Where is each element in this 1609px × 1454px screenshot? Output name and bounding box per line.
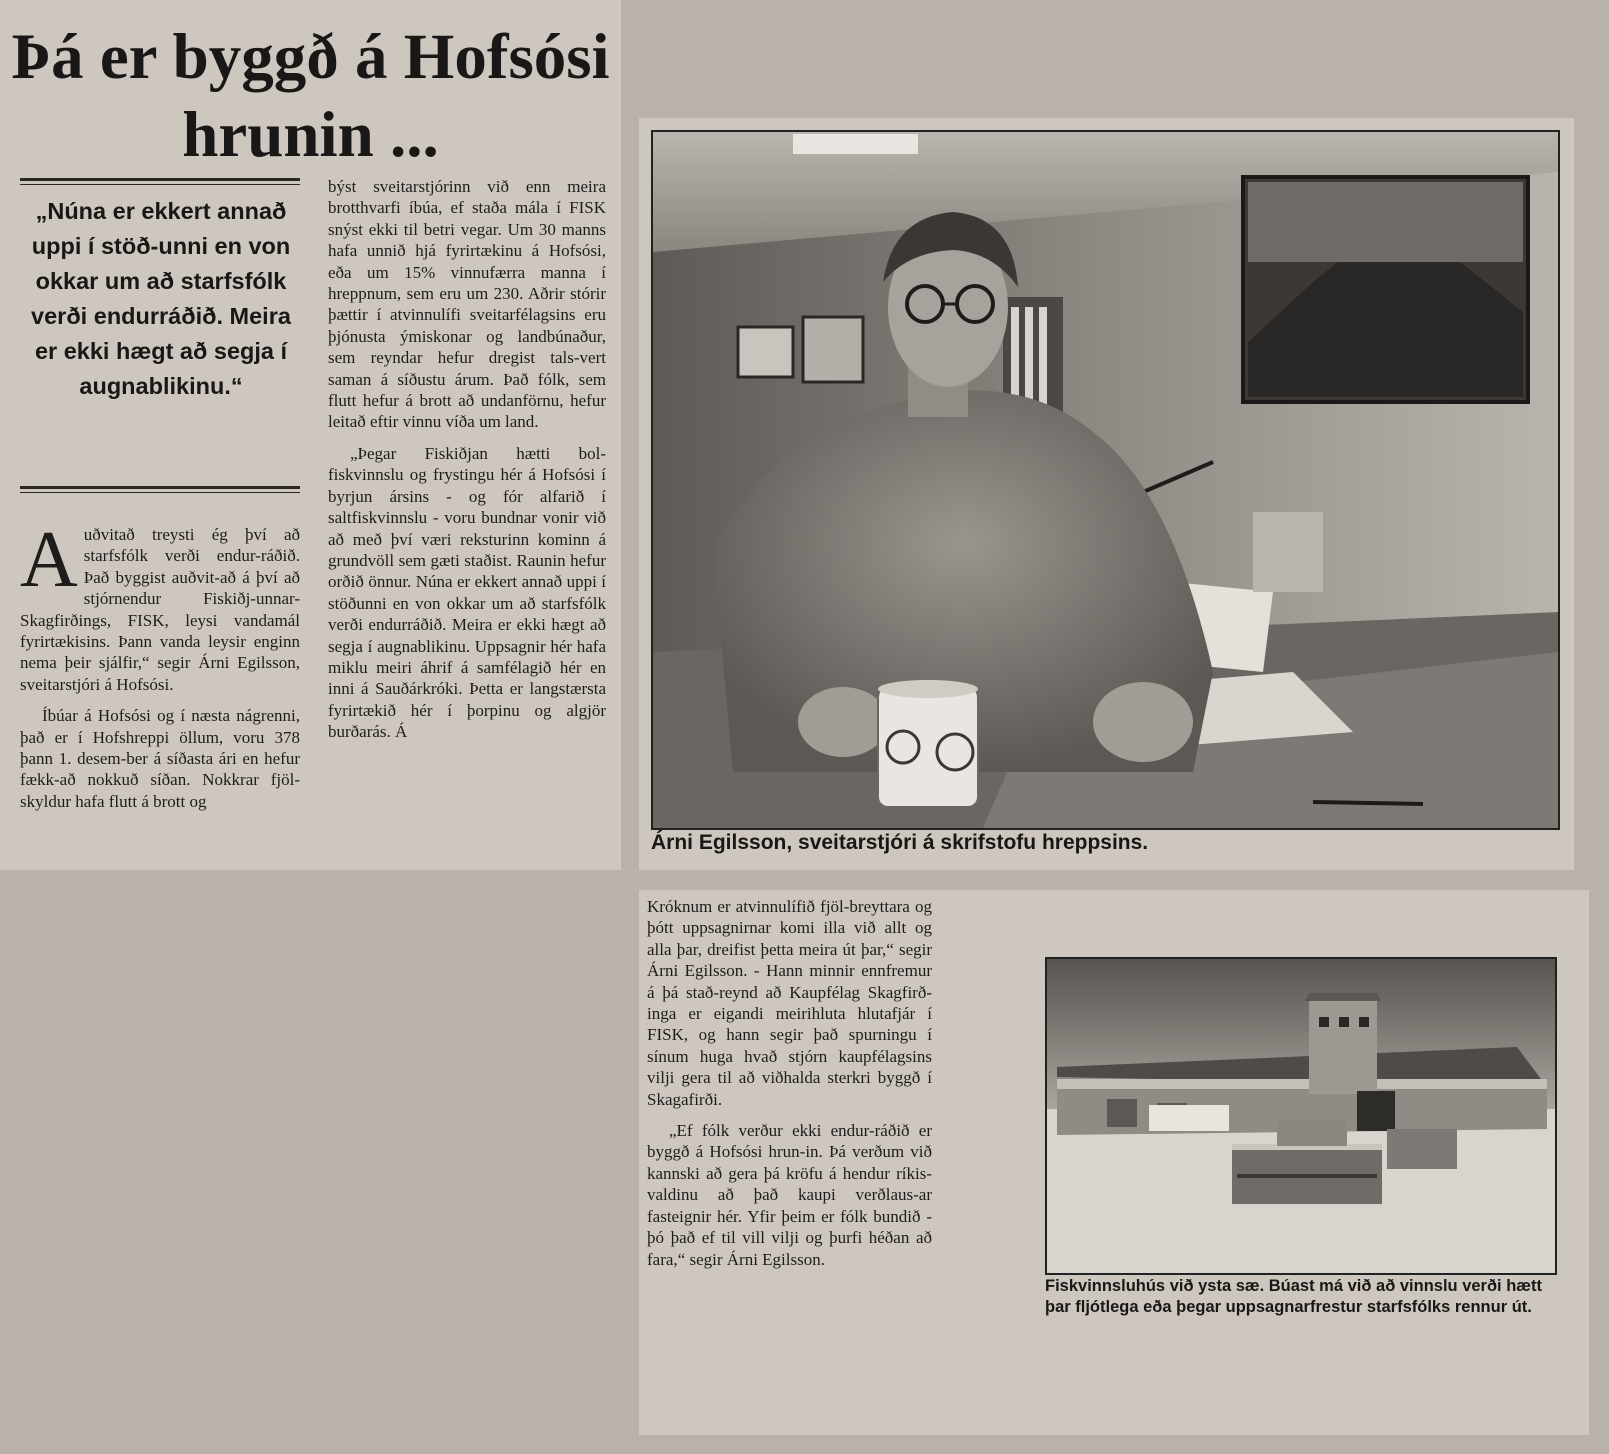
- drop-cap: A: [20, 516, 78, 604]
- col1-paragraph-1-text: uðvitað treysti ég því að starfsfólk verði endur-ráðið. Það byggist auðvit-að á því að stjórnendur Fiskiðj-unnar-Skagfirðings, FISK, leysi vandamál fyrirtækisins. Þann vanda leysir enginn nema þeir sjálfir,“ segir Árni Egilsson, sveitarstjóri á Hofsósi.: [20, 525, 300, 694]
- photo-caption-factory: Fiskvinnsluhús við ysta sæ. Búast má við að vinnslu verði hætt þar fljótlega eða þegar uppsagnarfrestur starfsfólks rennur út.: [1045, 1277, 1542, 1316]
- office-photo: [651, 130, 1560, 830]
- article-panel-left: [0, 0, 621, 870]
- factory-photo-image: [1047, 959, 1555, 1273]
- factory-photo: [1045, 957, 1557, 1275]
- pull-quote: „Núna er ekkert annað uppi í stöð-unni en von okkar um að starfsfólk verði endurráðið. Meira er ekki hægt að segja í augnablikinu.“: [31, 198, 291, 399]
- col1-paragraph-2: Íbúar á Hofsósi og í næsta nágrenni, það er í Hofshreppi öllum, voru 378 þann 1. desem-ber á síðasta ári en hefur fækk-að nokkuð síðan. Nokkrar fjöl-skyldur hafa flutt á brott og: [20, 706, 300, 811]
- col2-paragraph-1: býst sveitarstjórinn við enn meira brotthvarfi íbúa, ef staða mála í FISK snýst ekki til betri vegar. Um 30 manns hafa unnið hjá fyrirtækinu á Hofsósi, eða um 15% vinnufærra manna í hreppnum, sem eru um 230. Aðrir stórir þættir í atvinnulífi sveitarfélagsins eru þjónusta ýmiskonar og landbúnaður, sem reyndar hefur dregist tals-vert saman á síðustu árum. Það fólk, sem flutt hefur á brott að undanförnu, hefur leitað eftir vinnu víða um land.: [328, 177, 606, 432]
- pull-quote-rule-bottom: [20, 486, 300, 489]
- headline: Þá er byggð á Hofsósi hrunin ...: [11, 21, 610, 171]
- col2-paragraph-2: „Þegar Fiskiðjan hætti bol-fiskvinnslu og frystingu hér á Hofsósi í byrjun ársins - og fór alfarið í saltfiskvinnslu - voru bundnar vonir við að með því væri reksturinn kominn á grundvöll sem gæti staðist. Raunin hefur orðið önnur. Núna er ekkert annað uppi í stöðunni en von okkar um að starfsfólk verði endurráðið. Meira er ekki hægt að segja í augnablikinu. Uppsagnir hér hafa miklu meiri áhrif á samfélagið hér en inni á Sauðárkróki. Þetta er langstærsta fyrirtækið hér í þorpinu og algjör burðarás. Á: [328, 443, 606, 742]
- photo-panel-top: [639, 118, 1574, 870]
- col3-paragraph-2: „Ef fólk verður ekki endur-ráðið er byggð á Hofsósi hrun-in. Þá verðum við kannski að gera þá kröfu á hendur ríkis-valdinu að það kaupi verðlaus-ar fasteignir hér. Yfir þeim er fólk bundið - þó það ef til vill vilji og þurfi héðan að fara,“ segir Árni Egilsson.: [647, 1121, 932, 1269]
- text-column-1: [20, 516, 300, 822]
- text-column-3: [647, 896, 932, 1280]
- article-panel-bottom: [639, 890, 1589, 1435]
- office-photo-image: [653, 132, 1558, 828]
- col1-paragraph-1: [20, 516, 300, 695]
- pull-quote-rule-top: [20, 178, 300, 181]
- text-column-2: [328, 176, 606, 753]
- photo-caption-portrait: Árni Egilsson, sveitarstjóri á skrifstofu hreppsins.: [651, 831, 1149, 854]
- col3-paragraph-1: Króknum er atvinnulífið fjöl-breyttara og þótt uppsagnirnar komi illa við allt og alla þar, dreifist þetta meira út þar,“ segir Árni Egilsson. - Hann minnir ennfremur á þá stað-reynd að Kaupfélag Skagfirð-inga er eigandi meirihluta hlutafjár í FISK, og hann segir það spurningu í sínum huga hvað stjórn kaupfélagsins vilji gera til að viðhalda sterkri byggð í Skagafirði.: [647, 897, 932, 1109]
